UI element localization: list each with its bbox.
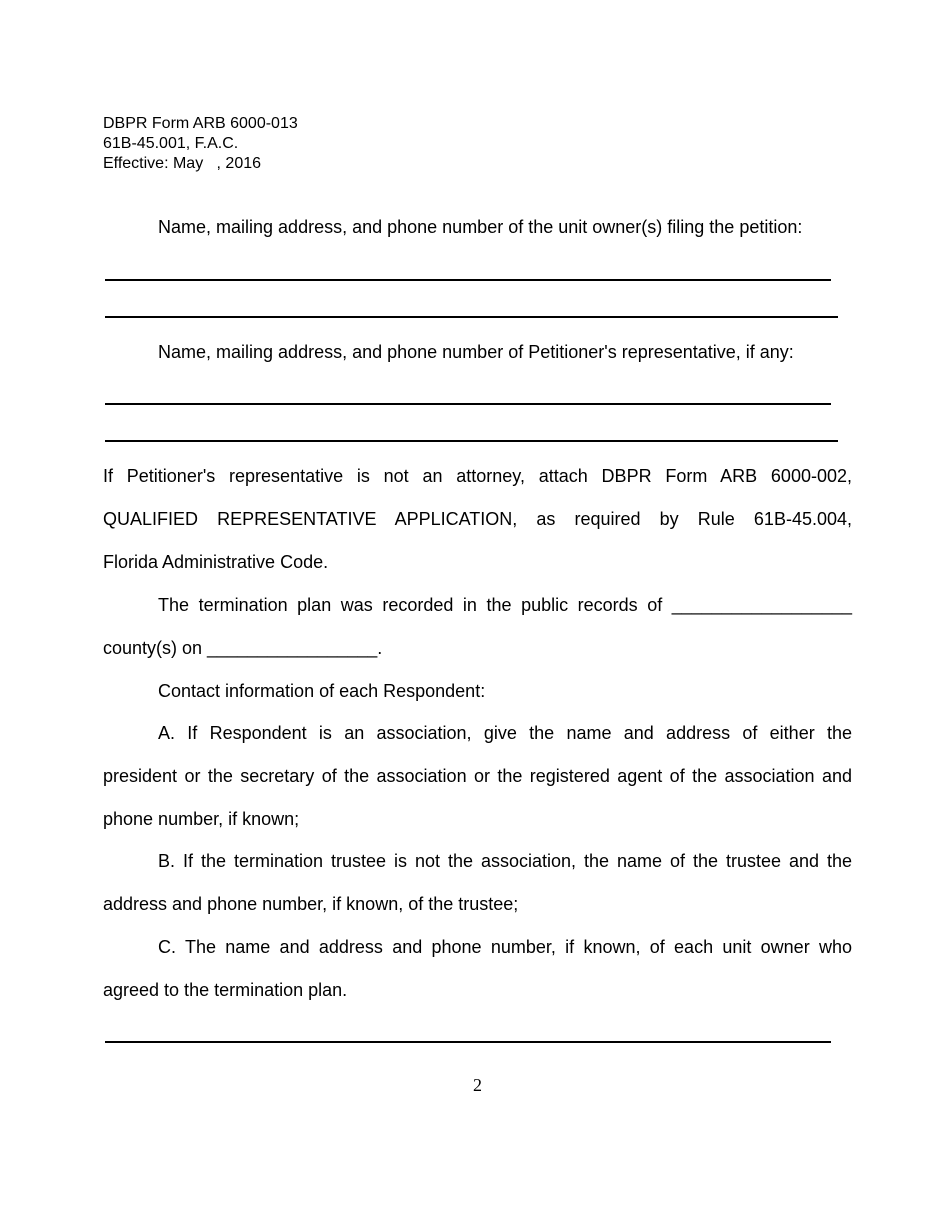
- page-number: 2: [473, 1075, 482, 1095]
- item-b-line-1: B. If the termination trustee is not the association, the name of the trustee and the: [158, 851, 852, 871]
- attorney-note-line-2: QUALIFIED REPRESENTATIVE APPLICATION, as required by Rule 61B-45.004,: [103, 509, 852, 529]
- item-a-line-2: president or the secretary of the association or the registered agent of the association and: [103, 766, 852, 786]
- item-a-line-3: phone number, if known;: [103, 809, 300, 829]
- attorney-note-line-1: If Petitioner's representative is not an attorney, attach DBPR Form ARB 6000-002,: [103, 466, 852, 486]
- attorney-note-line-3: Florida Administrative Code.: [103, 552, 329, 572]
- owner-info-line-1[interactable]: [105, 279, 831, 281]
- representative-info-line-2[interactable]: [105, 440, 838, 442]
- item-b-line-2: address and phone number, if known, of the trustee;: [103, 894, 519, 914]
- owner-info-prompt: Name, mailing address, and phone number of the unit owner(s) filing the petition:: [158, 217, 803, 237]
- form-id: DBPR Form ARB 6000-013: [103, 115, 298, 132]
- bottom-divider: [105, 1041, 831, 1043]
- effective-date: Effective: May , 2016: [103, 155, 262, 172]
- item-c-line-2: agreed to the termination plan.: [103, 980, 348, 1000]
- form-header: [103, 114, 298, 174]
- termination-plan-line-1: The termination plan was recorded in the public records of __________________: [158, 595, 852, 615]
- termination-plan-line-2: county(s) on _________________.: [103, 638, 383, 658]
- item-a-line-1: A. If Respondent is an association, give the name and address of either the: [158, 723, 852, 743]
- owner-info-line-2[interactable]: [105, 316, 838, 318]
- item-c-line-1: C. The name and address and phone number, if known, of each unit owner who: [158, 937, 852, 957]
- rule-citation: 61B-45.001, F.A.C.: [103, 135, 239, 152]
- respondent-contact-heading: Contact information of each Respondent:: [158, 681, 486, 701]
- representative-info-line-1[interactable]: [105, 403, 831, 405]
- representative-info-prompt: Name, mailing address, and phone number of Petitioner's representative, if any:: [158, 342, 794, 362]
